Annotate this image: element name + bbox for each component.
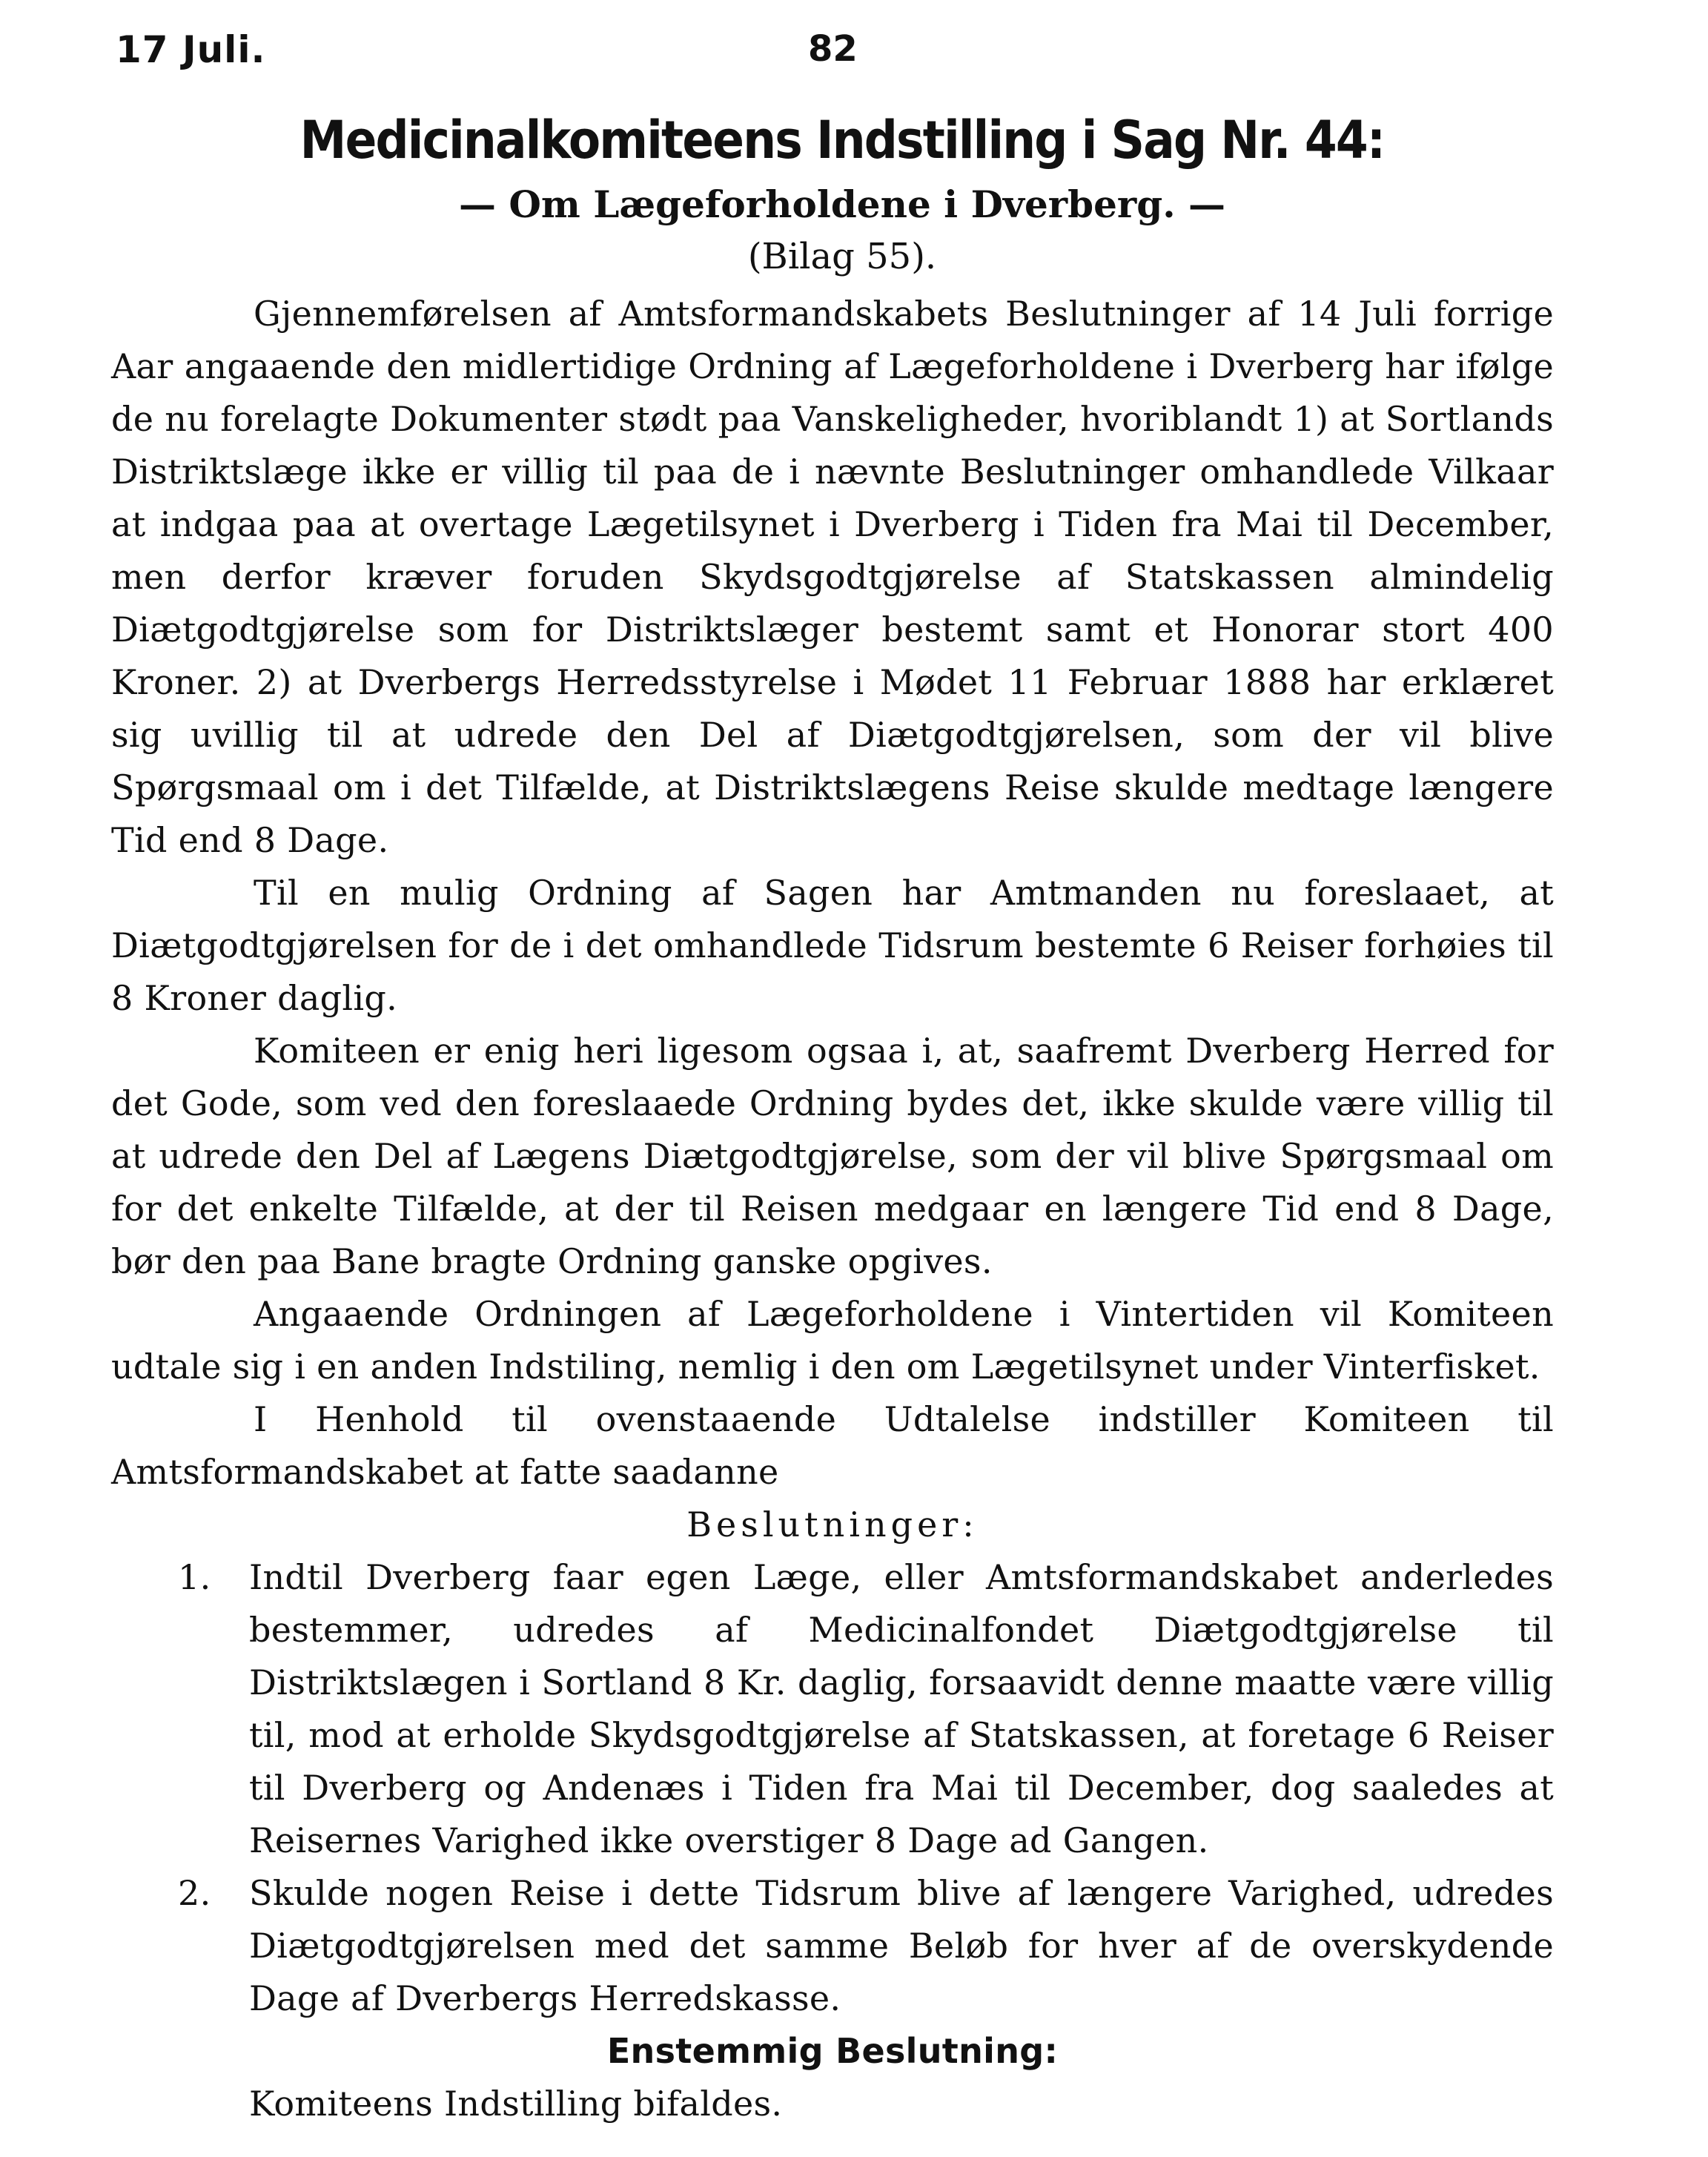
decision-text: Indtil Dverberg faar egen Læge, eller Amtsformandskabet anderledes bestemmer, udredes af Medicinalfondet Diætgodtgjørelse til Distriktslægen i Sortland 8 Kr. daglig, forsaavidt denne maatte være villig til, mod at erholde Skydsgodtgjørelse af Statskassen, at foretage 6 Reiser til Dverberg og Andenæs i Tiden fra Mai til December, dog saaledes at Reisernes Varighed ikke overstiger 8 Dage ad Gangen. <box>249 1557 1554 1860</box>
decisions-list <box>111 1551 1554 2025</box>
document-body <box>111 288 1554 2130</box>
approval-statement: Komiteens Indstilling bifaldes. <box>249 2084 783 2124</box>
header-date: 17 Juli. <box>116 28 266 71</box>
document-title: Medicinalkomiteens Indstilling i Sag Nr. 44: <box>299 110 1385 171</box>
paragraph: Komiteen er enig heri ligesom ogsaa i, at, saafremt Dverberg Herred for det Gode, som ved den foreslaaede Ordning bydes det, ikke skulde være villig til at udrede den Del af Lægens Diætgodtgjørelse, som der vil blive Spørgsmaal om for det enkelte Tilfælde, at der til Reisen medgaar en længere Tid end 8 Dage, bør den paa Bane bragte Ordning ganske opgives. <box>111 1031 1554 1281</box>
paragraph: Angaaende Ordningen af Lægeforholdene i Vintertiden vil Komiteen udtale sig i en anden Indstiling, nemlig i den om Lægetilsynet under Vinterfisket. <box>111 1294 1554 1387</box>
unanimous-decision-heading: Enstemmig Beslutning: <box>606 2031 1059 2071</box>
appendix-reference: (Bilag 55). <box>747 236 937 277</box>
decision-item <box>111 1867 1554 2025</box>
document-subtitle: — Om Lægeforholdene i Dverberg. — <box>458 182 1226 226</box>
decision-number: 2. <box>178 1873 211 1913</box>
paragraph: Gjennemførelsen af Amtsformandskabets Beslutninger af 14 Juli forrige Aar angaaende den midlertidige Ordning af Lægeforholdene i Dverberg har ifølge de nu forelagte Dokumenter stødt paa Vanskeligheder, hvoriblandt 1) at Sortlands Distriktslæge ikke er villig til paa de i nævnte Beslutninger omhandlede Vilkaar at indgaa paa at overtage Lægetilsynet i Dverberg i Tiden fra Mai til December, men derfor kræver foruden Skydsgodtgjørelse af Statskassen almindelig Diætgodtgjørelse som for Distriktslæger bestemt samt et Honorar stort 400 Kroner. 2) at Dverbergs Herredsstyrelse i Mødet 11 Februar 1888 har erklæret sig uvillig til at udrede den Del af Diætgodtgjørelsen, som der vil blive Spørgsmaal om i det Tilfælde, at Distriktslægens Reise skulde medtage længere Tid end 8 Dage. <box>111 294 1554 860</box>
paragraph: Til en mulig Ordning af Sagen har Amtmanden nu foreslaaet, at Diætgodtgjørelsen for de i det omhandlede Tidsrum bestemte 6 Reiser forhøies til 8 Kroner daglig. <box>111 873 1554 1018</box>
page-number: 82 <box>808 28 858 70</box>
decisions-heading: Beslutninger: <box>686 1504 979 1545</box>
decision-item <box>111 1551 1554 1867</box>
decision-number: 1. <box>178 1557 211 1597</box>
paragraph: I Henhold til ovenstaaende Udtalelse indstiller Komiteen til Amtsformandskabet at fatte saadanne <box>111 1399 1554 1492</box>
decision-text: Skulde nogen Reise i dette Tidsrum blive af længere Varighed, udredes Diætgodtgjørelsen med det samme Beløb for hver af de overskydende Dage af Dverbergs Herredskasse. <box>249 1873 1554 2018</box>
